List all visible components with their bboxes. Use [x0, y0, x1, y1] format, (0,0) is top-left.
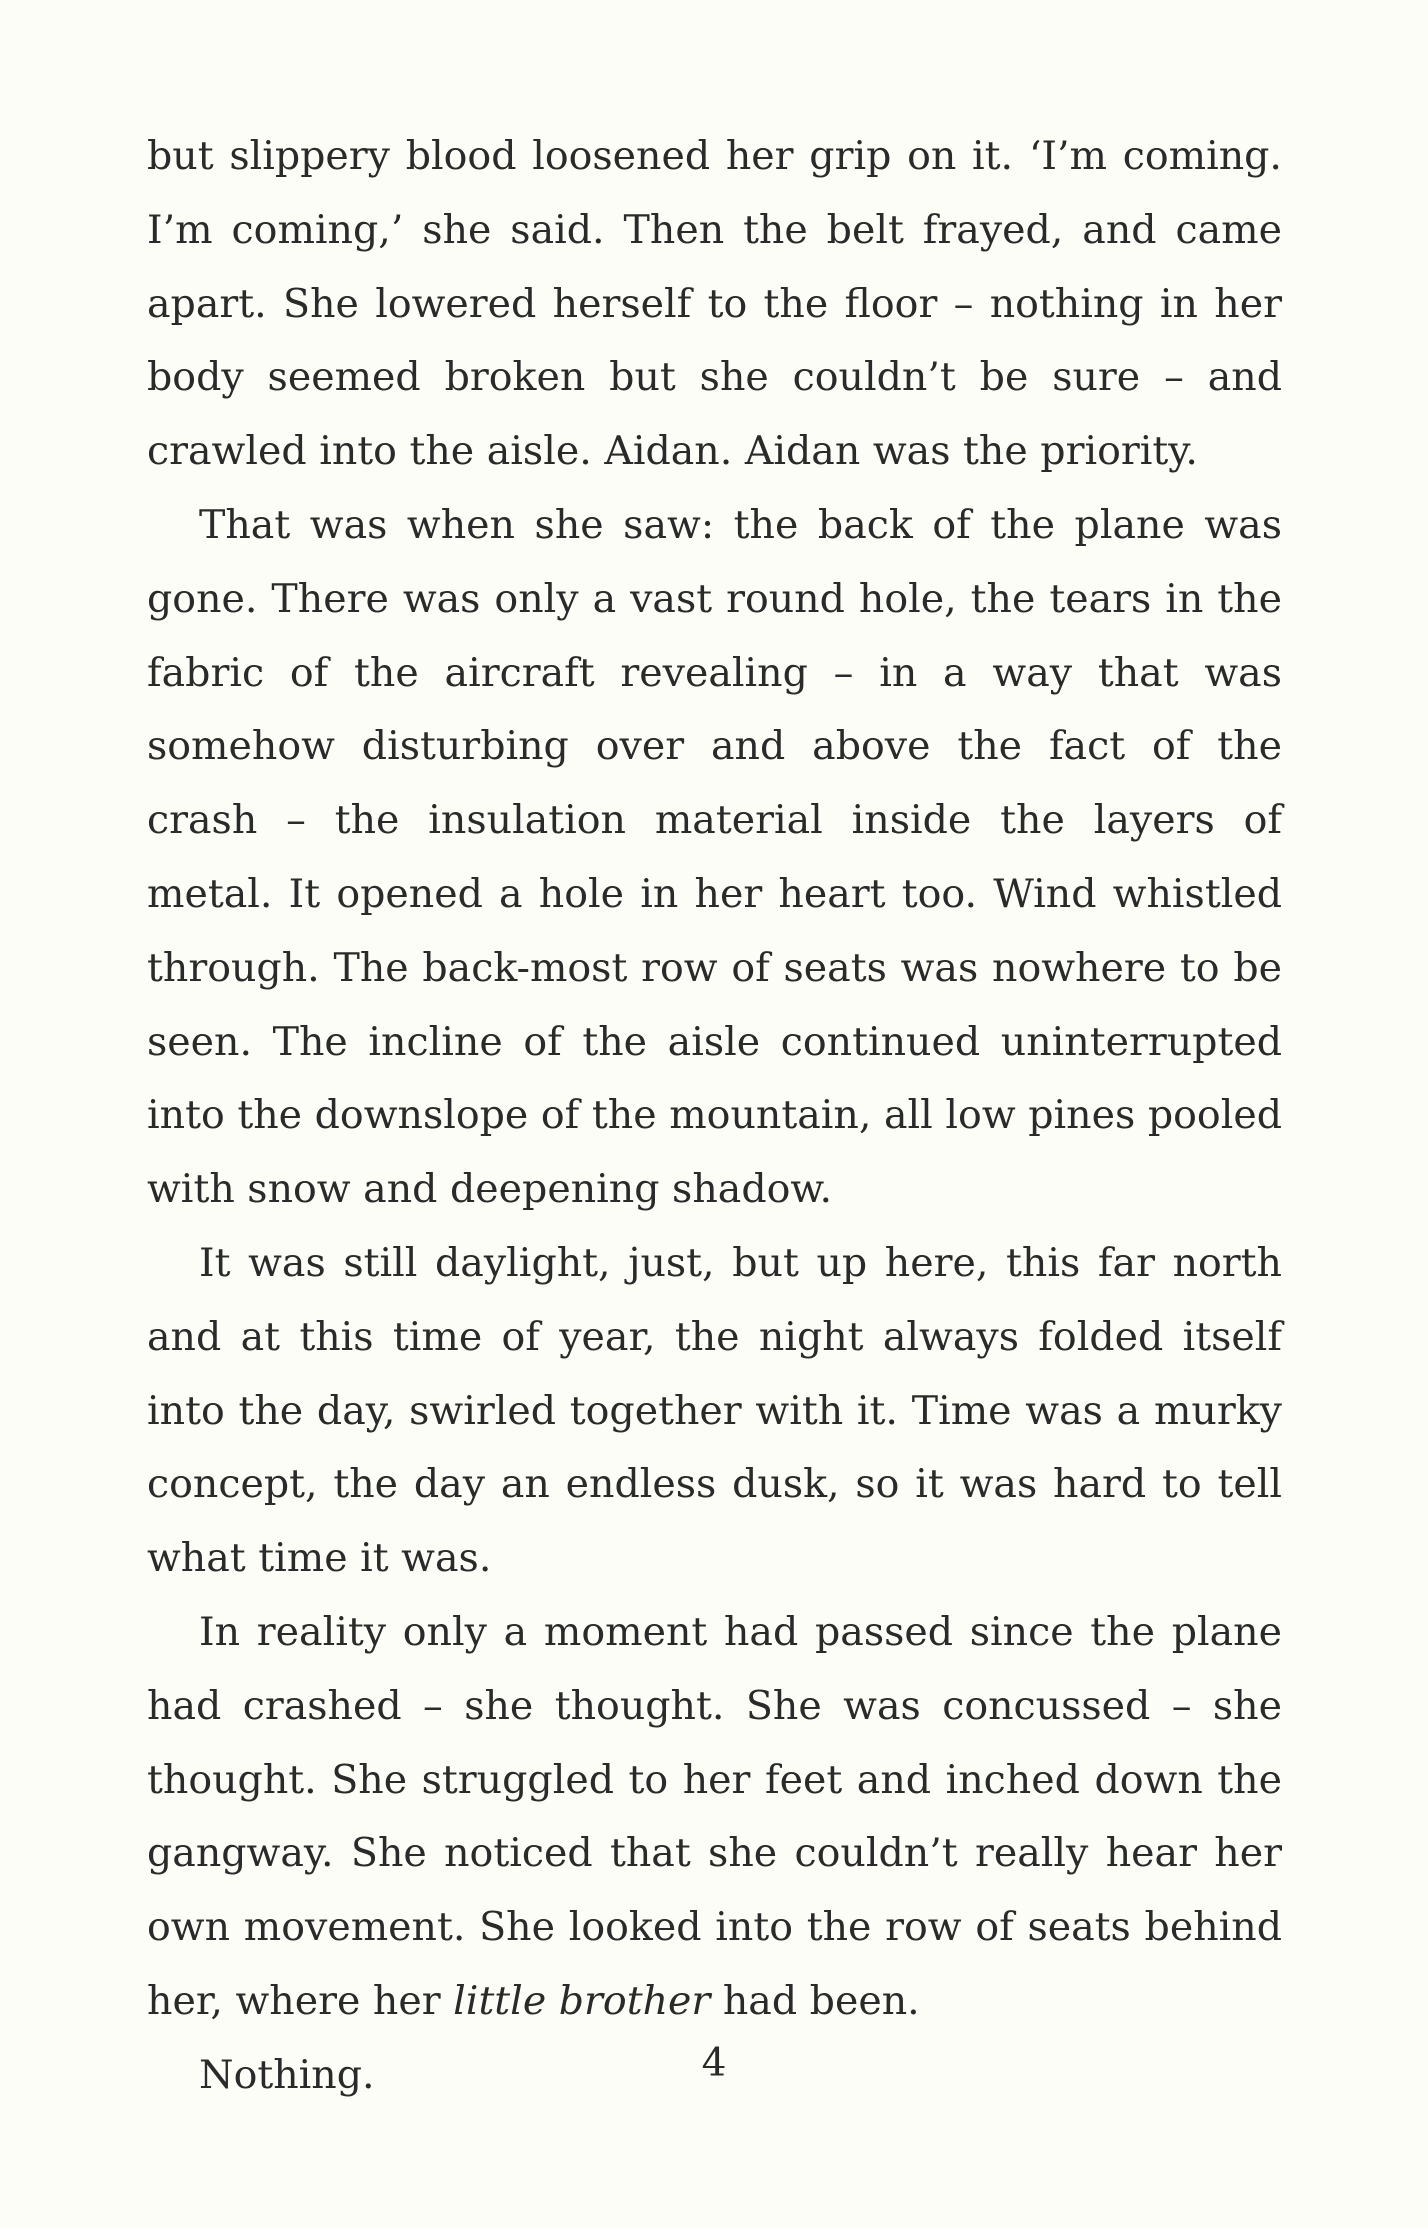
paragraph-4-text-before: In reality only a moment had passed since the plane had crashed – she thought. She was concussed – she thought. She struggled to her feet and inched down the gangway. She noticed that she couldn’t really hear her own movement. She looked into the row of seats behind her, where her [147, 1608, 1282, 2024]
paragraph-2: That was when she saw: the back of the plane was gone. There was only a vast round hole, the tears in the fabric of the aircraft revealing – in a way that was somehow disturbing over and above the fact of the crash – the insulation material inside the layers of metal. It opened a hole in her heart too. Wind whistled through. The back-most row of seats was nowhere to be seen. The incline of the aisle continued uninterrupted into the downslope of the mountain, all low pines pooled with snow and deepening shadow. [147, 501, 1282, 1213]
paragraph-4 [147, 1596, 1282, 2039]
paragraph-5: Nothing. [199, 2051, 375, 2098]
paragraph-4-text-after: had been. [710, 1977, 920, 2024]
paragraph-4-italic-text: little brother [453, 1977, 711, 2024]
page-number: 4 [701, 2041, 727, 2086]
paragraph-3: It was still daylight, just, but up here, this far north and at this time of year, the night always folded itself into the day, swirled together with it. Time was a murky concept, the day an endless dusk, so it was hard to tell what time it was. [147, 1239, 1282, 1582]
body-text [147, 120, 1282, 2113]
paragraph-1: but slippery blood loosened her grip on it. ‘I’m coming. I’m coming,’ she said. Then the belt frayed, and came apart. She lowered herself to the floor – nothing in her body seemed broken but she couldn’t be sure – and crawled into the aisle. Aidan. Aidan was the priority. [147, 133, 1282, 475]
